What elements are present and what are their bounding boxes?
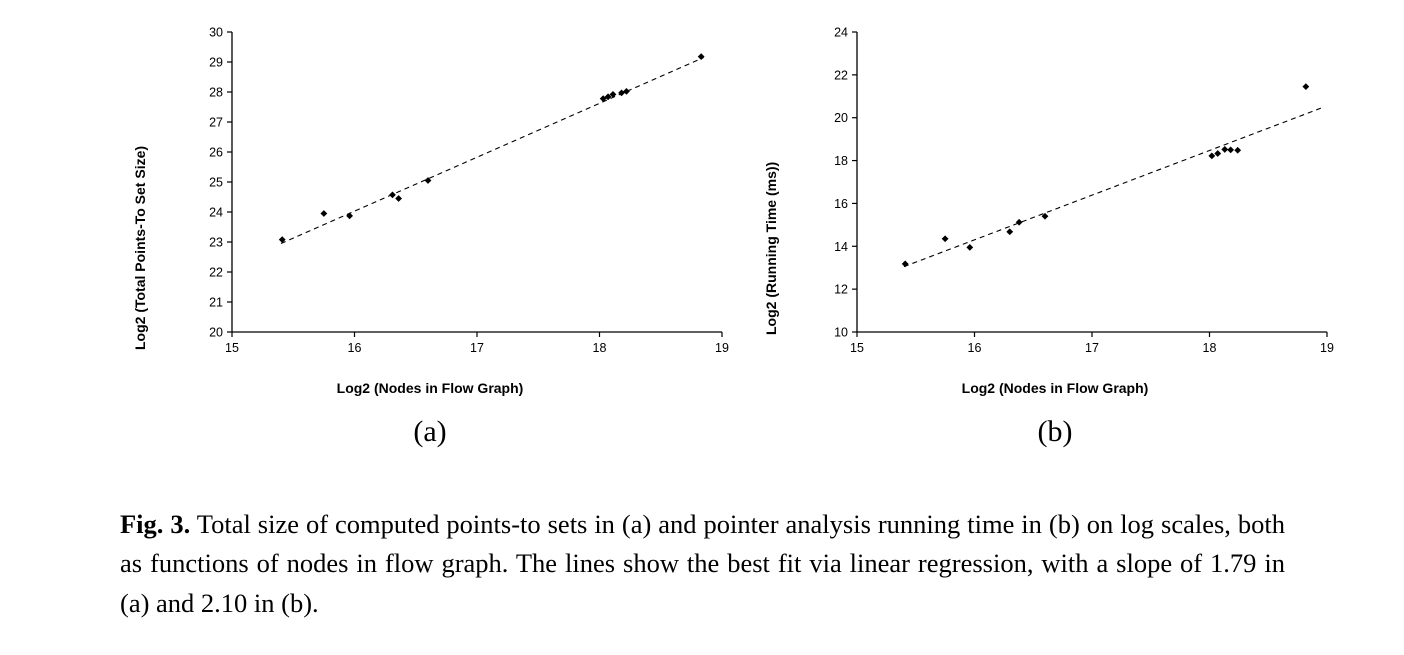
chart-a xyxy=(110,0,750,480)
figure-caption-label: Fig. 3. xyxy=(120,509,191,539)
svg-text:12: 12 xyxy=(834,282,848,297)
chart-a-subcaption: (a) xyxy=(413,415,447,448)
svg-text:27: 27 xyxy=(209,115,223,130)
svg-text:24: 24 xyxy=(209,205,223,220)
chart-b-subcaption: (b) xyxy=(1037,415,1073,448)
chart-b xyxy=(735,0,1375,480)
svg-text:17: 17 xyxy=(1085,341,1099,355)
svg-text:18: 18 xyxy=(834,154,848,169)
svg-text:20: 20 xyxy=(834,111,848,126)
chart-b-plot-area xyxy=(815,20,1335,355)
chart-b-svg xyxy=(815,20,1335,360)
svg-text:23: 23 xyxy=(209,235,223,250)
figure-caption xyxy=(120,505,1285,623)
svg-text:20: 20 xyxy=(209,325,223,340)
chart-b-y-axis-title: Log2 (Running Time (ms)) xyxy=(763,161,779,335)
svg-text:22: 22 xyxy=(209,265,223,280)
svg-text:15: 15 xyxy=(225,341,239,355)
svg-text:19: 19 xyxy=(1320,341,1334,355)
svg-text:28: 28 xyxy=(209,85,223,100)
chart-a-y-axis-title: Log2 (Total Points-To Set Size) xyxy=(132,145,148,350)
chart-a-svg xyxy=(190,20,730,360)
svg-text:22: 22 xyxy=(834,68,848,83)
svg-text:14: 14 xyxy=(834,239,848,254)
svg-text:29: 29 xyxy=(209,55,223,70)
figure-caption-text: Total size of computed points-to sets in (a) and pointer analysis running time in (b) on log scales, both as functions of nodes in flow graph. The lines show the best fit via linear regression, with a slope of 1.79 in (a) and 2.10 in (b). xyxy=(120,509,1285,618)
svg-text:19: 19 xyxy=(715,341,729,355)
svg-text:30: 30 xyxy=(209,25,223,40)
svg-text:16: 16 xyxy=(967,341,982,355)
svg-text:16: 16 xyxy=(834,196,848,211)
chart-a-plot-area xyxy=(190,20,730,355)
svg-text:25: 25 xyxy=(209,175,223,190)
chart-b-x-axis-title: Log2 (Nodes in Flow Graph) xyxy=(961,380,1149,396)
svg-text:17: 17 xyxy=(470,341,484,355)
svg-text:24: 24 xyxy=(834,25,848,40)
svg-text:21: 21 xyxy=(209,295,223,310)
svg-text:16: 16 xyxy=(347,341,362,355)
svg-text:18: 18 xyxy=(1202,341,1217,355)
svg-text:26: 26 xyxy=(209,145,223,160)
svg-text:10: 10 xyxy=(834,325,848,340)
svg-text:18: 18 xyxy=(592,341,607,355)
chart-a-x-axis-title: Log2 (Nodes in Flow Graph) xyxy=(336,380,524,396)
svg-text:15: 15 xyxy=(850,341,864,355)
